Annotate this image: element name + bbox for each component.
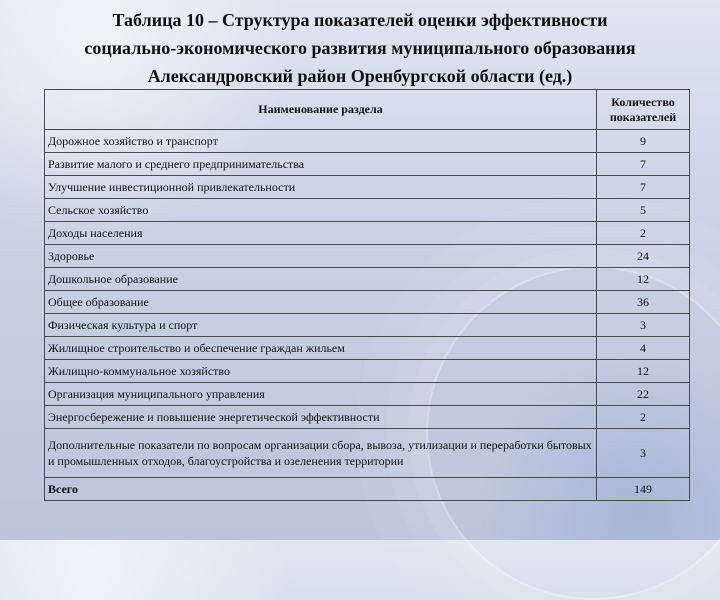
- total-count: 149: [597, 478, 690, 501]
- header-count-line-1: Количество: [611, 94, 675, 109]
- table-row: [45, 130, 690, 153]
- title-line-3: Александровский район Оренбургской области (ед.): [147, 66, 573, 86]
- header-section-name: Наименование раздела: [45, 90, 597, 130]
- table-row: [45, 314, 690, 337]
- indicator-count: 22: [597, 383, 690, 406]
- section-name: Дополнительные показатели по вопросам организации сбора, вывоза, утилизации и переработки бытовых и промышленных отходов, благоустройства и озеленения территории: [45, 429, 597, 478]
- indicator-count: 3: [597, 314, 690, 337]
- table-row: [45, 153, 690, 176]
- indicator-count: 24: [597, 245, 690, 268]
- section-name: Здоровье: [45, 245, 597, 268]
- indicator-count: 12: [597, 360, 690, 383]
- table-total-row: [45, 478, 690, 501]
- table-row: [45, 245, 690, 268]
- table-row: [45, 337, 690, 360]
- indicator-count: 9: [597, 130, 690, 153]
- table-row: [45, 406, 690, 429]
- section-name: Развитие малого и среднего предпринимательства: [45, 153, 597, 176]
- total-label: Всего: [45, 478, 597, 501]
- section-name: Организация муниципального управления: [45, 383, 597, 406]
- section-name: Жилищно-коммунальное хозяйство: [45, 360, 597, 383]
- indicator-count: 4: [597, 337, 690, 360]
- indicator-count: 7: [597, 176, 690, 199]
- indicator-count: 36: [597, 291, 690, 314]
- section-name: Дошкольное образование: [45, 268, 597, 291]
- table-header-row: [45, 90, 690, 130]
- table-row: [45, 199, 690, 222]
- indicator-count: 2: [597, 406, 690, 429]
- indicator-count: 3: [597, 429, 690, 478]
- table-row: [45, 291, 690, 314]
- table-row: [45, 429, 690, 478]
- section-name: Общее образование: [45, 291, 597, 314]
- title-line-1: Таблица 10 – Структура показателей оценки эффективности: [112, 10, 608, 30]
- header-count-line-2: показателей: [609, 109, 677, 124]
- section-name: Энергосбережение и повышение энергетической эффективности: [45, 406, 597, 429]
- table-row: [45, 176, 690, 199]
- page-title: [30, 6, 690, 90]
- indicator-count: 12: [597, 268, 690, 291]
- header-indicator-count: [597, 90, 690, 130]
- indicators-table: [44, 89, 690, 501]
- section-name: Доходы населения: [45, 222, 597, 245]
- section-name: Сельское хозяйство: [45, 199, 597, 222]
- section-name: Улучшение инвестиционной привлекательности: [45, 176, 597, 199]
- indicator-count: 5: [597, 199, 690, 222]
- section-name: Жилищное строительство и обеспечение граждан жильем: [45, 337, 597, 360]
- table-row: [45, 268, 690, 291]
- title-line-2: социально-экономического развития муниципального образования: [84, 38, 636, 58]
- indicators-table-container: [44, 89, 689, 501]
- table-row: [45, 383, 690, 406]
- section-name: Физическая культура и спорт: [45, 314, 597, 337]
- section-name: Дорожное хозяйство и транспорт: [45, 130, 597, 153]
- indicator-count: 7: [597, 153, 690, 176]
- table-row: [45, 222, 690, 245]
- indicator-count: 2: [597, 222, 690, 245]
- table-row: [45, 360, 690, 383]
